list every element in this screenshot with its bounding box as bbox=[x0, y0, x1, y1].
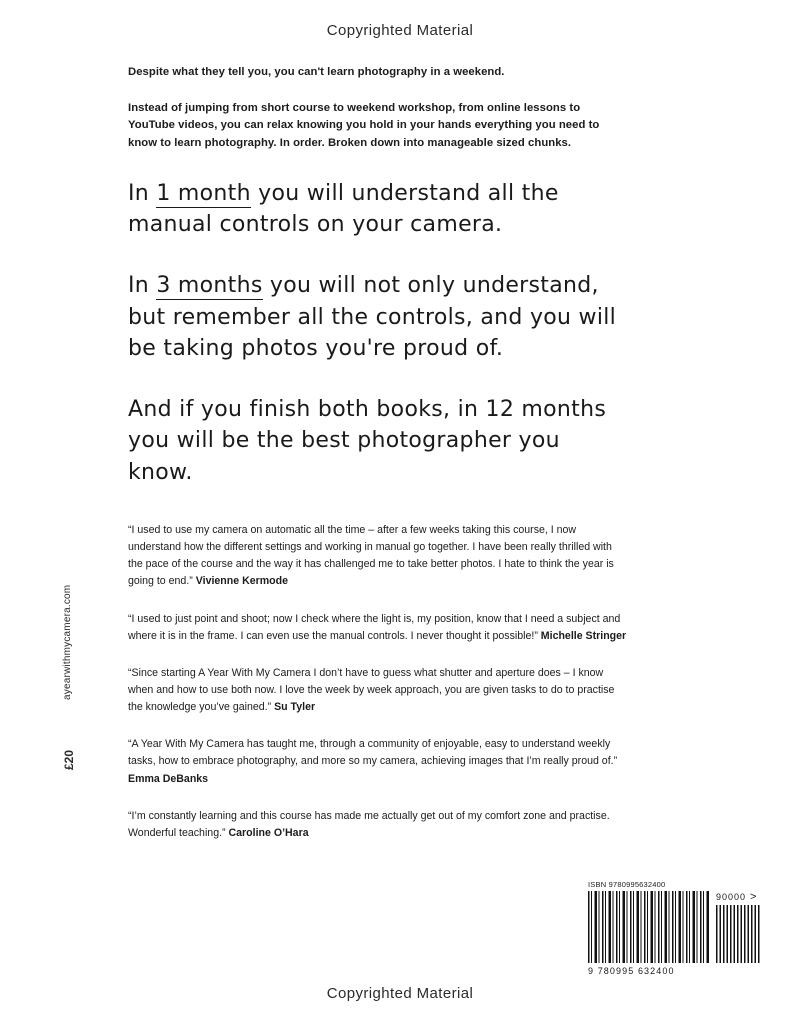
barcode-digits: 9 780995 632400 bbox=[588, 966, 675, 976]
testimonial-item bbox=[128, 736, 628, 787]
barcode-block bbox=[588, 880, 778, 976]
barcode-row bbox=[588, 891, 778, 976]
testimonial-text: “Since starting A Year With My Camera I don’t have to guess what shutter and aperture does – I know when and how to use both now. I love the week by week approach, you are given tasks to do to practise the knowledge you’ve gained.” bbox=[128, 666, 615, 714]
promise-1-before: In bbox=[128, 181, 157, 206]
testimonial-text: “I used to just point and shoot; now I check where the light is, my position, know that I need a subject and where it is in the frame. I can even use the manual controls. I never thought it possible!” bbox=[128, 612, 621, 642]
intro-paragraph-2: Instead of jumping from short course to weekend workshop, from online lessons to YouTube videos, you can relax knowing you hold in your hands everything you need to know to learn photography. In order. Broken down into manageable sized chunks. bbox=[128, 101, 600, 149]
copyright-notice-top: Copyrighted Material bbox=[326, 22, 474, 39]
promise-1 bbox=[128, 178, 628, 240]
spine-price: £20 bbox=[62, 749, 76, 770]
testimonial-author: Vivienne Kermode bbox=[195, 575, 288, 588]
testimonial-author: Emma DeBanks bbox=[128, 772, 209, 785]
promise-1-highlight: 1 month bbox=[156, 181, 251, 206]
testimonial-item bbox=[128, 808, 628, 842]
promise-3-before: And if you finish both books, in 12 months bbox=[128, 397, 607, 423]
barcode-addon-bars bbox=[716, 905, 760, 963]
spine-website: ayearwithmycamera.com bbox=[62, 584, 73, 700]
barcode-addon-number: 90000 bbox=[716, 892, 747, 902]
cover-content bbox=[128, 64, 628, 862]
testimonial-item bbox=[128, 665, 628, 716]
promise-2-after: you will not only understand, but remember all the controls, and you will be taking photos you're proud of. bbox=[128, 273, 617, 361]
intro-block bbox=[128, 64, 628, 152]
testimonial-text: “I used to use my camera on automatic all the time – after a few weeks taking this course, I now understand how the different settings and working in manual go together. I have been really thrilled with the pace of the course and the way it has challenged me to take better photos. I hate to think the year is going to end.” bbox=[128, 523, 614, 588]
promise-2-before: In bbox=[128, 273, 157, 299]
promise-2 bbox=[128, 270, 628, 364]
barcode-addon bbox=[716, 891, 760, 963]
promise-3-after: you will be the best photographer you know. bbox=[128, 428, 560, 485]
promise-2-highlight: 3 months bbox=[156, 273, 263, 299]
testimonial-text: “I’m constantly learning and this course has made me actually get out of my comfort zone and practise. Wonderful teaching.” bbox=[128, 809, 610, 839]
testimonial-text: “A Year With My Camera has taught me, through a community of enjoyable, easy to understand weekly tasks, how to embrace photography, and more so my camera, achieving images that I’m really proud of.” bbox=[128, 738, 618, 768]
testimonial-author: Caroline O’Hara bbox=[228, 826, 309, 839]
intro-paragraph-1: Despite what they tell you, you can't learn photography in a weekend. bbox=[128, 66, 505, 78]
testimonial-item bbox=[128, 522, 628, 591]
isbn-label: ISBN 9780995632400 bbox=[588, 880, 666, 889]
barcode-ean13-bars bbox=[588, 891, 710, 963]
promise-3 bbox=[128, 394, 628, 488]
barcode-caret: > bbox=[750, 891, 758, 903]
testimonial-author: Su Tyler bbox=[274, 701, 316, 714]
testimonials-list bbox=[128, 522, 628, 842]
testimonial-author: Michelle Stringer bbox=[540, 629, 627, 642]
copyright-notice-bottom: Copyrighted Material bbox=[326, 985, 474, 1002]
testimonial-item bbox=[128, 611, 628, 645]
promise-1-after: you will understand all the manual controls on your camera. bbox=[128, 181, 559, 238]
